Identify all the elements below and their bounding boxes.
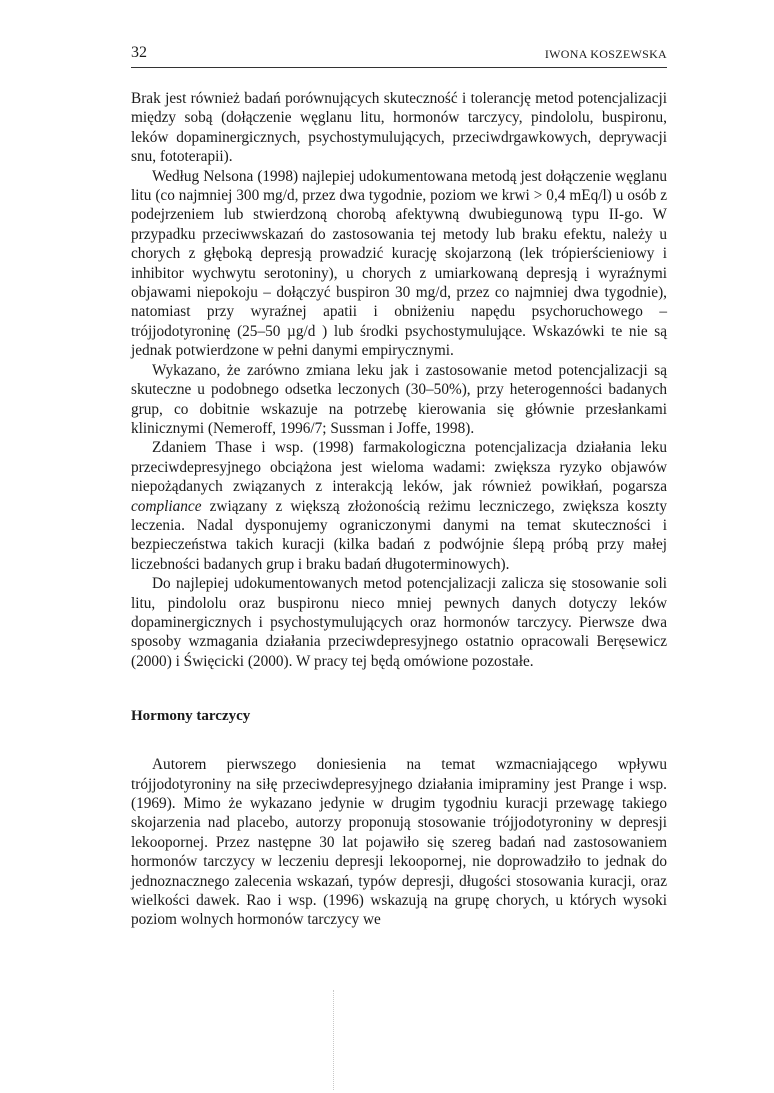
paragraph-thyroid: Autorem pierwszego doniesienia na temat wzmacniającego wpływu trójjodotyroniny na siłę przeciwdepresyjnego działania imipraminy jest Prange i wsp. (1969). Mimo że wykazano jedynie w drugim tygodniu kuracji przewagę takiego skojarzenia nad placebo, autorzy proponują stosowanie trójjodotyroniny w depresji lekoopornej. Przez następne 30 lat pojawiło się szereg badań nad zastosowaniem hormonów tarczycy w leczeniu depresji lekoopornej, nie doprowadziło to jednak do jednoznacznego zalecenia wskazań, typów depresji, długości stosowania kuracji, oraz wielkości dawek. Rao i wsp. (1996) wskazują na grupę chorych, u których wysoki poziom wolnych hormonów tarczycy we <box>131 756 667 929</box>
body-text <box>131 89 667 930</box>
section-heading: Hormony tarczycy <box>131 708 251 725</box>
page-header <box>131 44 667 64</box>
scan-gutter-line <box>333 990 334 1090</box>
paragraph-efficacy: Wykazano, że zarówno zmiana leku jak i zastosowanie metod potencjalizacji są skuteczne u podobnego odsetka leczonych (30–50%), przy heterogenności badanych grup, co dobitnie wskazuje na potrzebę kierowania się głównie przesłankami klinicznymi (Nemeroff, 1996/7; Sussman i Joffe, 1998). <box>131 361 667 437</box>
running-head-author: IWONA KOSZEWSKA <box>544 47 667 61</box>
paragraph-thase-text-1: Zdaniem Thase i wsp. (1998) farmakologiczna potencjalizacja działania leku przeciwdepresyjnego obciążona jest wieloma wadami: zwiększa ryzyko objawów niepożądanych związanych z interakcją leków, jak również powikłań, pogarsza <box>131 439 667 496</box>
term-compliance: compliance <box>131 497 202 515</box>
header-rule <box>131 67 667 68</box>
paragraph-thase-text-2: związany z większą złożonością reżimu leczniczego, zwiększa koszty leczenia. Nadal dysponujemy ograniczonymi danymi na temat skuteczności i bezpieczeństwa takich kuracji (kilka badań z podwójnie ślepą próbą przy małej liczebności badanych grup i braku badań długoterminowych). <box>131 497 667 573</box>
paragraph-best-documented: Do najlepiej udokumentowanych metod potencjalizacji zalicza się stosowanie soli litu, pindololu oraz buspironu nieco mniej pewnych danych dotyczy leków dopaminergicznych i psychostymulujących oraz hormonów tarczycy. Pierwsze dwa sposoby wzmagania działania przeciwdepresyjnego ostatnio opracowali Beręsewicz (2000) i Święcicki (2000). W pracy tej będą omówione pozostałe. <box>131 575 667 670</box>
page-number: 32 <box>131 44 147 61</box>
paragraph-thase <box>131 438 667 574</box>
paragraph-nelson: Według Nelsona (1998) najlepiej udokumentowana metodą jest dołączenie węglanu litu (co najmniej 300 mg/d, przez dwa tygodnie, poziom we krwi > 0,4 mEq/l) u osób z podejrzeniem lub stwierdzoną chorobą afektywną dwubiegunową typu II-go. W przypadku przeciwwskazań do zastosowania tej metody lub braku efektu, należy u chorych z głęboką depresją prowadzić kurację skojarzoną (lek trópierścieniowy i inhibitor wychwytu serotoniny), u chorych z umiarkowaną depresją i wyraźnymi objawami niepokoju – dołączyć buspiron 30 mg/d, przez co najmniej dwa tygodnie), natomiast przy wyraźnej apatii i obniżeniu napędu psychoruchowego – trójjodotyroninę (25–50 µg/d ) lub środki psychostymulujące. Wskazówki te nie są jednak potwierdzone w pełni danymi empirycznymi. <box>131 167 667 360</box>
paragraph-intro: Brak jest również badań porównujących skuteczność i tolerancję metod potencjalizacji między sobą (dołączenie węglanu litu, hormonów tarczycy, pindololu, buspironu, leków dopaminergicznych, psychostymulujących, przeciwdrgawkowych, deprywacji snu, fototerapii). <box>131 90 667 166</box>
